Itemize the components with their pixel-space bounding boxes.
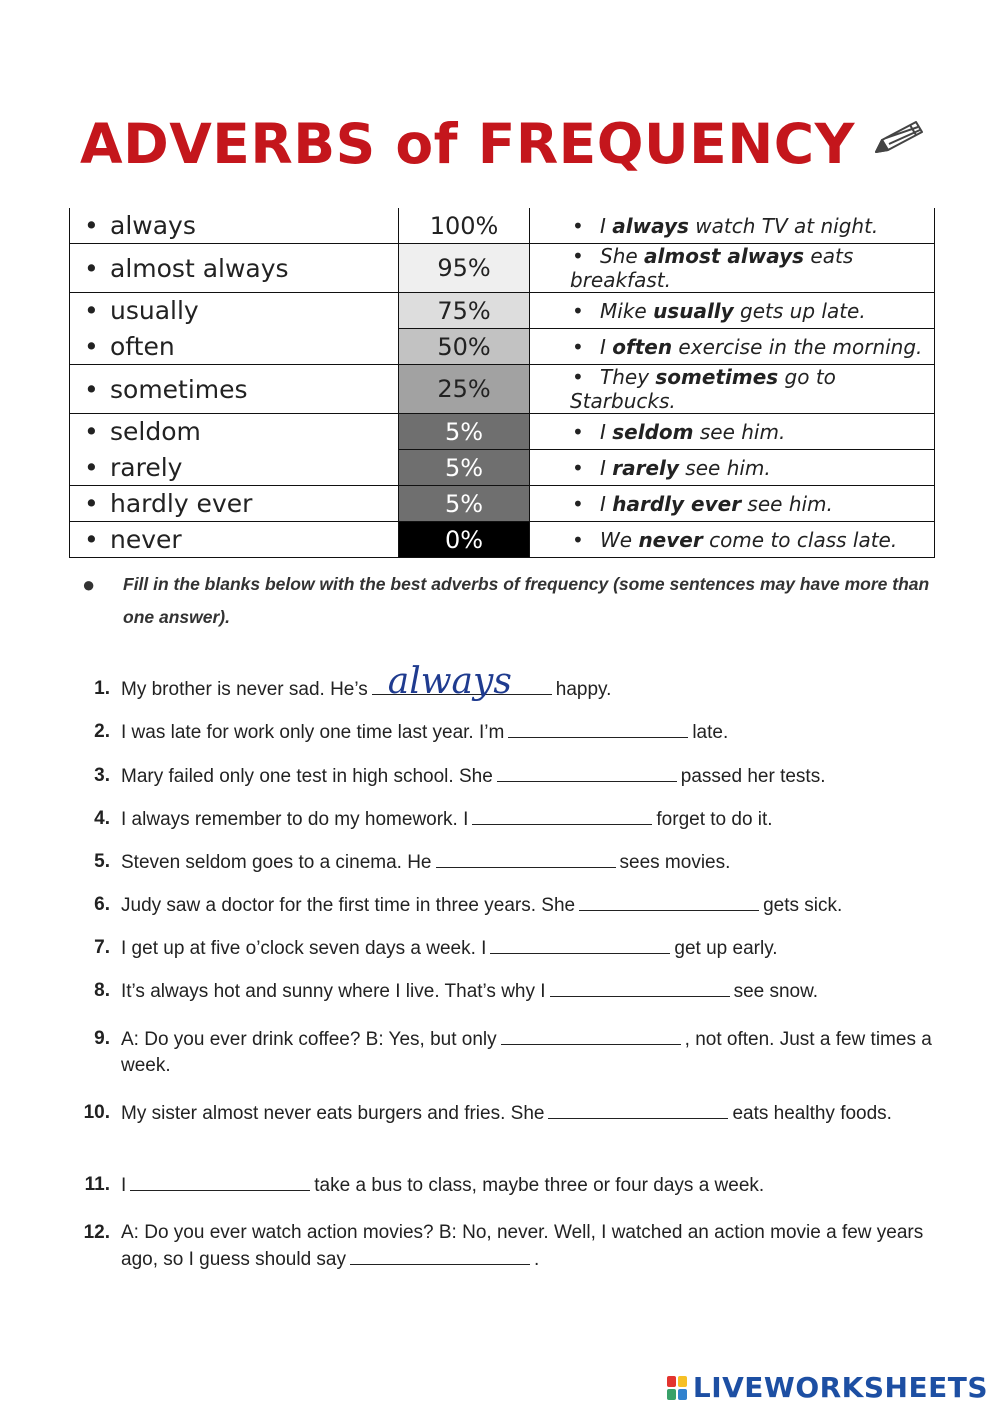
table-row [70,450,935,486]
percent-cell: 25% [399,365,530,414]
page-title: ADVERBS of FREQUENCY [80,112,855,176]
adverb-cell: • almost always [70,244,399,293]
question-5: 5. Steven seldom goes to a cinema. He sees movies. [94,851,731,873]
example-cell: • I always watch TV at night. [530,208,935,244]
liveworksheets-logo[interactable] [667,1371,988,1404]
example-cell: • Mike usually gets up late. [530,293,935,329]
logo-text: LIVEWORKSHEETS [692,1371,988,1404]
question-4: 4. I always remember to do my homework. I forget to do it. [94,808,773,830]
question-9: 9. A: Do you ever drink coffee? B: Yes, but only , not often. Just a few times a week. [94,1028,932,1076]
table-row [70,365,935,414]
adverb-cell: • always [70,208,399,244]
answer-blank-8[interactable] [550,978,730,997]
pencil-icon [870,118,926,158]
answer-blank-7[interactable] [490,935,670,954]
table-row [70,293,935,329]
table-row [70,329,935,365]
percent-cell: 95% [399,244,530,293]
answer-blank-11[interactable] [130,1172,310,1191]
example-cell: • I often exercise in the morning. [530,329,935,365]
adverb-cell: • usually [70,293,399,329]
adverb-cell: • rarely [70,450,399,486]
adverb-cell: • never [70,522,399,558]
percent-cell: 5% [399,486,530,522]
table-row [70,522,935,558]
question-1: 1. My brother is never sad. He’s always happy. [94,661,612,702]
example-cell: • They sometimes go to Starbucks. [530,365,935,414]
table-row [70,208,935,244]
adverb-cell: • sometimes [70,365,399,414]
question-8: 8. It’s always hot and sunny where I live. That’s why I see snow. [94,980,819,1002]
logo-mark-icon [667,1376,687,1400]
percent-cell: 100% [399,208,530,244]
question-11: 11. I take a bus to class, maybe three or four days a week. [84,1174,765,1196]
answer-blank-2[interactable] [508,719,688,738]
table-row [70,414,935,450]
answer-blank-5[interactable] [436,849,616,868]
answer-blank-12[interactable] [350,1246,530,1265]
adverb-cell: • seldom [70,414,399,450]
answer-blank-3[interactable] [497,763,677,782]
answer-blank-9[interactable] [501,1026,681,1045]
adverb-cell: • often [70,329,399,365]
adverb-cell: • hardly ever [70,486,399,522]
example-cell: • I hardly ever see him. [530,486,935,522]
answer-blank-4[interactable] [472,806,652,825]
example-cell: • I rarely see him. [530,450,935,486]
table-row [70,486,935,522]
example-cell: • She almost always eats breakfast. [530,244,935,293]
question-12: 12. A: Do you ever watch action movies? B: No, never. Well, I watched an action movie a few years ago, so I guess should say . [83,1222,924,1270]
example-cell: • We never come to class late. [530,522,935,558]
example-cell: • I seldom see him. [530,414,935,450]
percent-cell: 75% [399,293,530,329]
question-6: 6. Judy saw a doctor for the first time in three years. She gets sick. [94,894,843,916]
frequency-table [69,208,935,558]
percent-cell: 0% [399,522,530,558]
table-row [70,244,935,293]
answer-blank-1[interactable] [372,661,552,702]
percent-cell: 5% [399,414,530,450]
percent-cell: 50% [399,329,530,365]
question-2: 2. I was late for work only one time last year. I’m late. [94,721,729,743]
answer-blank-10[interactable] [548,1100,728,1119]
question-7: 7. I get up at five o’clock seven days a week. I get up early. [94,937,778,959]
handwritten-answer: always [387,661,512,702]
question-10: 10. My sister almost never eats burgers and fries. She eats healthy foods. [83,1102,892,1124]
bullet-icon: ● [82,572,96,597]
question-3: 3. Mary failed only one test in high school. She passed her tests. [94,765,826,787]
instructions: ● Fill in the blanks below with the best adverbs of frequency (some sentences may have more than one answer). [82,568,942,634]
percent-cell: 5% [399,450,530,486]
answer-blank-6[interactable] [579,892,759,911]
